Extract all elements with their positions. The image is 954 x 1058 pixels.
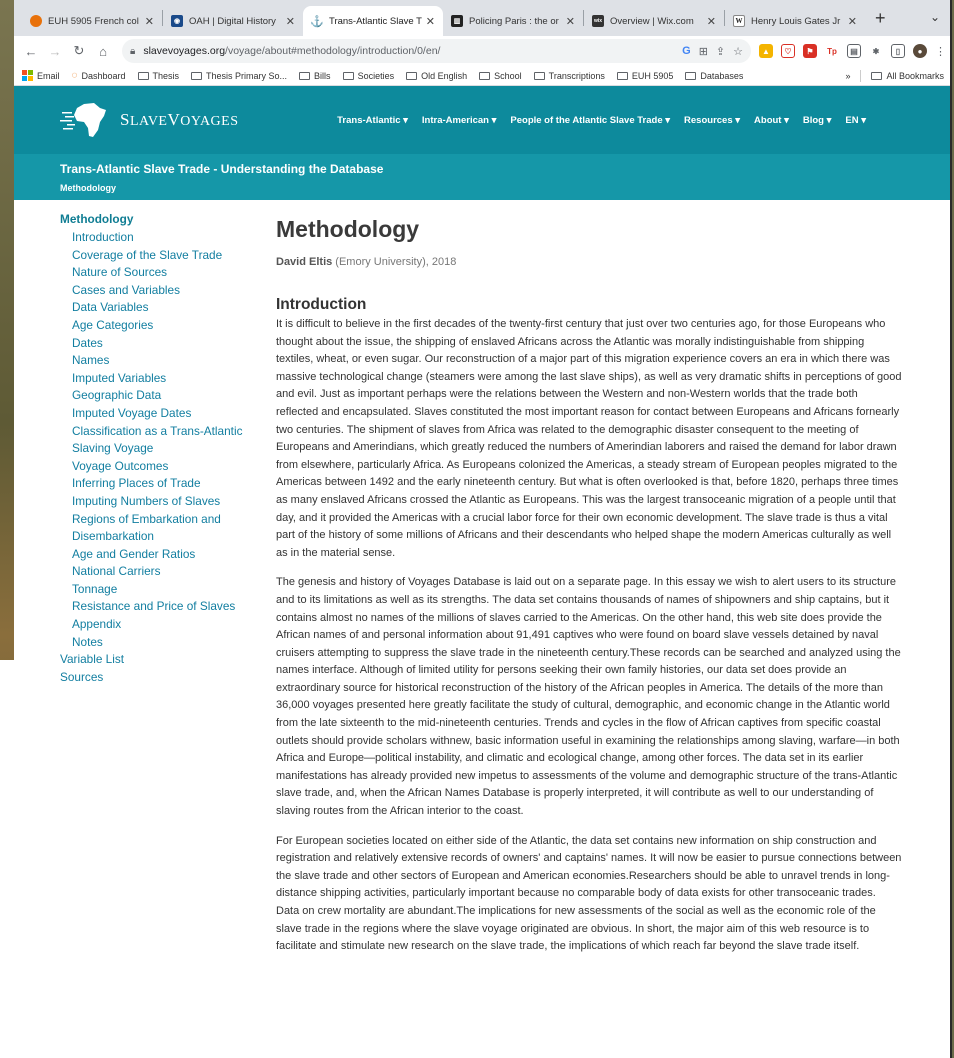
bookmark-folder-databases[interactable] (685, 71, 743, 81)
bookmark-folder-transcriptions[interactable] (534, 71, 605, 81)
browser-toolbar (14, 36, 952, 66)
side-nav (60, 212, 276, 968)
page-subheader (14, 154, 952, 200)
close-icon[interactable]: ✕ (144, 15, 154, 28)
sidenav-item[interactable]: Voyage Outcomes (72, 458, 169, 473)
sidenav-item[interactable]: Imputing Numbers of Slaves (72, 493, 221, 508)
bookmark-label: Email (37, 70, 60, 81)
folder-icon (138, 72, 149, 80)
author-line (276, 256, 902, 268)
extension-icons (759, 44, 946, 58)
tab-label: Overview | Wix.com (610, 15, 694, 27)
share-icon[interactable]: ⇪ (715, 45, 726, 58)
bookmark-label: All Bookmarks (886, 70, 944, 81)
bookmark-folder-bills[interactable] (299, 71, 331, 81)
tab-label: Trans-Atlantic Slave T (329, 15, 422, 27)
site-logo[interactable] (60, 100, 239, 140)
close-icon[interactable]: ✕ (285, 15, 295, 28)
bookmark-label: Bills (314, 70, 331, 81)
tp-extension-icon[interactable]: Tp (825, 44, 839, 58)
bookmark-label: Old English (421, 70, 468, 81)
lock-icon: 🔒︎ (130, 45, 136, 57)
sidenav-item[interactable]: Names (72, 353, 110, 368)
desktop-background-lower (0, 660, 14, 1058)
folder-icon (479, 72, 490, 80)
tab-search-chevron-icon[interactable]: ⌄ (929, 10, 940, 24)
close-icon[interactable]: ✕ (565, 15, 575, 28)
side-panel-icon[interactable]: ▯ (891, 44, 905, 58)
browser-window (14, 0, 952, 1058)
tab-label: EUH 5905 French col (48, 15, 139, 27)
pdf-extension-icon[interactable]: ⚑ (803, 44, 817, 58)
close-icon[interactable]: ✕ (425, 15, 435, 28)
chevron-right-double-icon[interactable]: » (845, 70, 851, 81)
tab-3-active[interactable] (303, 6, 443, 36)
oah-favicon-icon: ◉ (171, 15, 183, 27)
forward-arrow-icon[interactable]: → (48, 43, 62, 59)
sidenav-variable-list[interactable]: Variable List (60, 652, 125, 667)
kebab-menu-icon[interactable]: ⋮ (935, 45, 946, 58)
paragraph-3: For European societies located on either side of the Atlantic, the data set contains new information on ship construction and registration and relatively extensive records of owners' and captains' names. It will now be easier to pursue connections between the slave trade and other sectors of European and American economies.Researchers should be able to unravel trends in long-distance shipping activities, particularly important because no comparable body of data exists for other transoceanic trades. Data on crew mortality are abundant.The implications for new assessments of the social as well as the economic role of the slave trade in the regions where the slave voyage originated are obvious. In short, the major aim of this web resource is to facilitate and stimulate new research on the slave trade, the implications of which reach far beyond the slave trade itself. (276, 834, 902, 953)
subheader-title: Trans-Atlantic Slave Trade - Understanding the Database (60, 162, 384, 176)
microsoft-grid-icon (22, 70, 33, 81)
sidenav-item[interactable]: Introduction (72, 230, 134, 244)
article (276, 212, 902, 968)
tab-label: Policing Paris : the or (469, 15, 559, 27)
bookmark-folder-thesis[interactable] (138, 71, 180, 81)
folder-icon (406, 72, 417, 80)
sidenav-item[interactable]: Resistance and Price of Slaves (72, 599, 236, 614)
folder-icon (299, 72, 310, 80)
bookmark-star-icon[interactable]: ☆ (733, 45, 743, 58)
sidenav-item[interactable]: Regions of Embarkation and (72, 511, 221, 526)
sidenav-item[interactable]: Classification as a Trans-Atlantic (72, 423, 243, 438)
google-icon[interactable]: G (682, 45, 691, 57)
sidenav-item[interactable]: Imputed Voyage Dates (72, 405, 192, 420)
nav-language[interactable]: EN ▾ (845, 114, 866, 126)
logo-wordmark: SLAVEVOYAGES (120, 110, 239, 129)
paragraph-2: The genesis and history of Voyages Database is laid out on a separate page. In this essay we wish to alert users to its structure and to its limitations as well as its strengths. The data set contains thousands of names of shipowners and ship captains, but it contains almost no names of the millions of slaves carried to the Americas. On the other hand, this web site does provide the African names of and personal information about 91,491 captives who were found on board slave vessels detained by naval cruisers attempting to suppress the slave trade in the nineteenth century.These records can be searched and analyzed using the names interface. Although of limited utility for persons seeking their own family histories, our data set does provide an extraordinary source for historical reconstruction of the history of the African peoples in America. The details of the more than 36,000 voyages presented here greatly facilitate the study of cultural, demographic, and economic change in the Atlantic world from the late sixteenth to the mid-nineteenth centuries. Trends and cycles in the flow of African captives from specific coastal outlets should provide scholars withnew, basic information useful in examining the relationships among slaving, warfare—in both Africa and Europe—political instability, and climatic and ecological change, among other forces. The data set in its earlier manifestations has already provided new impetus to assessments of the volume and demographic structure of the trans-Atlantic slave trade, and, when the African Names Database is properly interpreted, it will contribute as well to our understanding of slaving routes from the African interior to the coast. (276, 576, 901, 818)
sidenav-item[interactable]: Age and Gender Ratios (72, 546, 196, 561)
bookmark-label: Transcriptions (548, 70, 605, 81)
folder-icon (534, 72, 545, 80)
sidenav-item[interactable]: Notes (72, 634, 103, 649)
sidenav-item[interactable]: Dates (72, 335, 103, 350)
home-icon[interactable]: ⌂ (99, 43, 107, 59)
sidenav-item[interactable]: Cases and Variables (72, 282, 180, 297)
folder-icon (871, 72, 882, 80)
sidenav-item[interactable]: National Carriers (72, 564, 161, 579)
sidenav-item[interactable]: Slaving Voyage (72, 441, 154, 456)
section-heading: Introduction (276, 296, 367, 313)
wix-favicon-icon: wix (592, 15, 604, 27)
nav-intra-american[interactable]: Intra-American ▾ (421, 114, 497, 126)
nav-about[interactable]: About ▾ (754, 114, 789, 126)
reload-icon[interactable]: ↻ (73, 43, 85, 58)
bookmark-label: Dashboard (81, 70, 126, 81)
sidenav-sources[interactable]: Sources (60, 669, 104, 684)
sidenav-item[interactable]: Age Categories (72, 317, 154, 332)
folder-icon (343, 72, 354, 80)
url-host: slavevoyages.org (143, 45, 226, 57)
bookmark-label: Thesis Primary So... (206, 70, 288, 81)
bookmark-label: EUH 5905 (631, 70, 674, 81)
sidenav-methodology[interactable]: Methodology (60, 212, 134, 226)
bookmark-label: Databases (700, 70, 744, 81)
wikipedia-favicon-icon: W (733, 15, 745, 27)
tab-strip (14, 0, 952, 36)
nav-resources[interactable]: Resources ▾ (684, 114, 741, 126)
bookmark-folder-societies[interactable] (343, 71, 395, 81)
url-path: /voyage/about#methodology/introduction/0/en/ (225, 45, 441, 57)
tab-1[interactable] (22, 6, 162, 36)
africa-logo-icon (60, 100, 112, 140)
sidenav-item[interactable]: Data Variables (72, 300, 149, 315)
folder-icon (617, 72, 628, 80)
tab-2[interactable] (163, 6, 303, 36)
heart-extension-icon[interactable]: ♡ (781, 44, 795, 58)
tab-5[interactable] (584, 6, 724, 36)
library-favicon-icon: ▥ (451, 15, 463, 27)
sidenav-item[interactable]: Geographic Data (72, 388, 162, 403)
author-name: David Eltis (276, 256, 333, 268)
back-arrow-icon[interactable]: ← (24, 43, 38, 59)
folder-icon (685, 72, 696, 80)
bookmarks-bar (14, 66, 952, 86)
site-header (14, 86, 952, 154)
sidenav-item[interactable]: Inferring Places of Trade (72, 476, 201, 491)
page-title: Methodology (276, 216, 420, 242)
tab-favicon-icon (30, 15, 42, 27)
slavevoyages-favicon-icon: ⚓ (310, 15, 324, 28)
profile-avatar-icon[interactable]: ● (913, 44, 927, 58)
dashboard-icon: ◌ (71, 70, 78, 81)
sidenav-item[interactable]: Tonnage (72, 581, 118, 596)
sidenav-item[interactable]: Coverage of the Slave Trade (72, 247, 223, 262)
bookmark-all[interactable] (871, 71, 944, 81)
address-bar[interactable] (122, 39, 751, 63)
bookmark-folder-euh5905[interactable] (617, 71, 674, 81)
extension-icon[interactable]: ▲ (759, 44, 773, 58)
author-affiliation: (Emory University), 2018 (332, 256, 457, 268)
bookmark-folder-old-english[interactable] (406, 71, 467, 81)
tab-label: OAH | Digital History (189, 15, 276, 27)
omnibox-actions (682, 45, 743, 58)
sidenav-item[interactable]: Disembarkation (72, 529, 154, 544)
bookmark-label: Thesis (152, 70, 180, 81)
bookmark-folder-thesis-primary[interactable] (191, 71, 287, 81)
sidenav-item[interactable]: Appendix (72, 617, 122, 632)
new-tab-plus-icon[interactable]: + (875, 7, 886, 28)
bookmark-email[interactable] (22, 70, 60, 81)
bookmark-folder-school[interactable] (479, 71, 522, 81)
nav-trans-atlantic[interactable]: Trans-Atlantic ▾ (337, 114, 408, 126)
tab-6[interactable] (725, 6, 865, 36)
breadcrumb[interactable]: Methodology (60, 183, 116, 193)
sidenav-item[interactable]: Imputed Variables (72, 370, 167, 385)
bookmark-dashboard[interactable] (72, 70, 126, 81)
folder-icon (191, 72, 202, 80)
translate-icon[interactable]: ⊞ (698, 45, 708, 58)
page-content (14, 200, 952, 968)
bookmark-label: Societies (357, 70, 395, 81)
nav-blog[interactable]: Blog ▾ (802, 114, 832, 126)
paragraph-1: It is difficult to believe in the first decades of the twenty-first century that just over two centuries ago, for those Europeans who thought about the issue, the shipping of enslaved Africans across the Atlantic was morally indistinguishable from shipping textiles, wheat, or even sugar. Our reconstruction of a major part of this migration experience covers an era in which there was massive technological change (steamers were among the last slave ships), as well as very dramatic shifts in perceptions of good and evil. Just as important perhaps were the relations between the Western and non-Western worlds that the trade both reflected and encapsulated. Slaves constituted the most important reason for contact between Europeans and Africans fornearly two centuries. The shipment of slaves from Africa was related to the demographic disaster consequent to the meeting of Europeans and Amerindians, which greatly reduced the numbers of Amerindian laborers and raised the demand for labor drawn from elsewhere, particularly Africa. As Europeans colonized the Americas, a steady stream of European peoples migrated to the Americas between 1492 and the early nineteenth century. But what is often overlooked is that, before 1820, perhaps three times as many enslaved Africans crossed the Atlantic as Europeans. This was the largest transoceanic migration of a people until that day, and it provided the Americas with a crucial labor force for their own economic development. The slave trade is thus a vital part of the history of some millions of Africans and their descendants who helped shape the modern Americas culturally as well as in the material sense. (276, 318, 902, 559)
main-nav (337, 115, 866, 126)
puzzle-extensions-icon[interactable]: ✱ (869, 44, 883, 58)
sidenav-items (60, 229, 276, 651)
nav-people[interactable]: People of the Atlantic Slave Trade ▾ (510, 114, 671, 126)
window-edge (950, 0, 952, 1058)
bookmarks-divider (860, 70, 861, 82)
tab-4[interactable] (443, 6, 583, 36)
note-extension-icon[interactable]: ▤ (847, 44, 861, 58)
sidenav-item[interactable]: Nature of Sources (72, 265, 168, 280)
tab-label: Henry Louis Gates Jr (751, 15, 841, 27)
bookmarks-overflow (845, 70, 944, 82)
bookmark-label: School (494, 70, 522, 81)
close-icon[interactable]: ✕ (847, 15, 857, 28)
close-icon[interactable]: ✕ (706, 15, 716, 28)
